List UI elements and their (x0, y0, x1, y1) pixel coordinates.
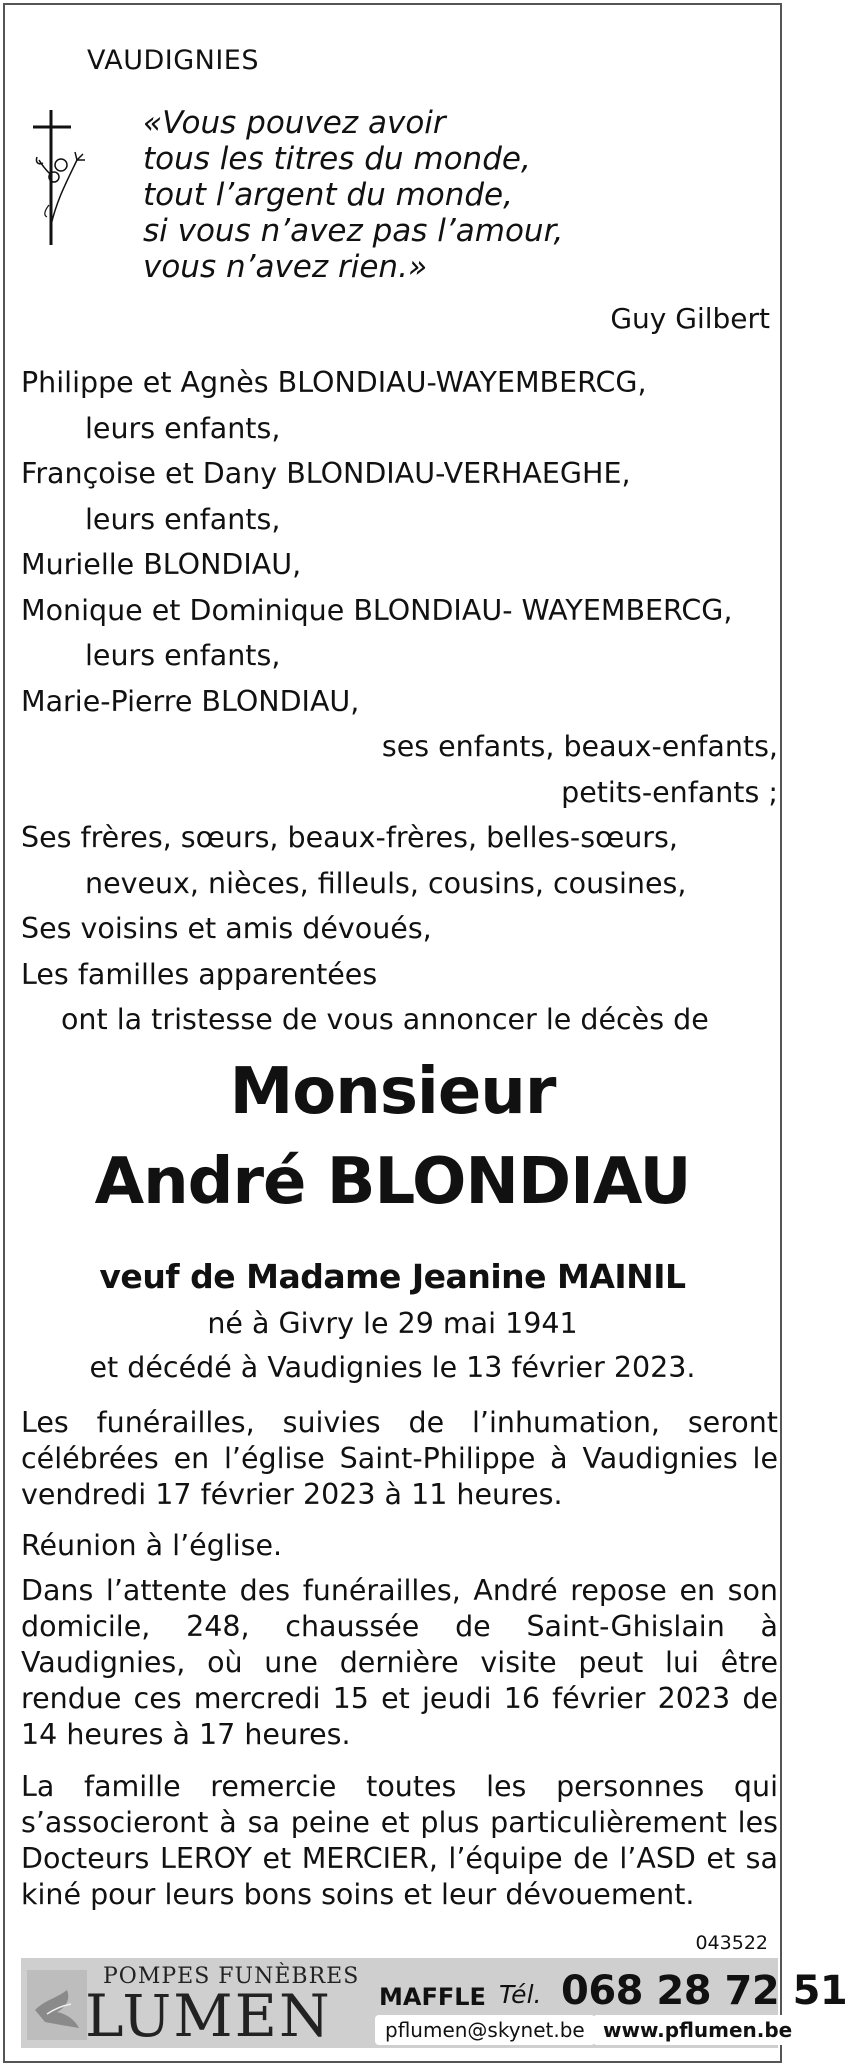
family-line: Marie-Pierre BLONDIAU, (21, 684, 360, 718)
family-line: petits-enfants ; (561, 775, 778, 809)
death-info: et décédé à Vaudignies le 13 février 2023. (89, 1351, 696, 1384)
family-line: neveux, nièces, filleuls, cousins, cousines, (85, 866, 687, 900)
quote (143, 105, 563, 285)
birth-info: né à Givry le 29 mai 1941 (207, 1307, 578, 1340)
quote-author: Guy Gilbert (610, 302, 770, 335)
cross-with-flowers-icon (21, 105, 93, 255)
reference-number: 043522 (695, 1932, 768, 1954)
obituary-notice (3, 3, 847, 2063)
town-label: MAFFLE (379, 1983, 486, 2011)
family-line: Murielle BLONDIAU, (21, 548, 302, 581)
family-line: leurs enfants, (85, 502, 281, 536)
thanks-paragraph: La famille remercie toutes les personnes qui s’associeront à sa peine et plus particulièrement les Docteurs LEROY et MERCIER, l’équipe de l’ASD et sa kiné pour leurs bons soins et leur dévouement. (21, 1770, 778, 1911)
announcement-line: ont la tristesse de vous annoncer le décès de (61, 1003, 709, 1036)
quote-line: si vous n’avez pas l’amour, (143, 213, 564, 249)
phone-number[interactable]: 068 28 72 51 (561, 1968, 847, 2014)
pompes-funebres-label: POMPES FUNÈBRES (103, 1964, 360, 1989)
visitation-paragraph: Dans l’attente des funérailles, André repose en son domicile, 248, chaussée de Saint-Ghislain à Vaudignies, où une dernière visite peut lui être rendue ces mercredi 15 et jeudi 16 février 2023 de 14 heures à 17 heures. (21, 1574, 778, 1751)
family-line: leurs enfants, (85, 639, 281, 672)
brand-name: LUMEN (85, 1982, 332, 2050)
family-line: Françoise et Dany BLONDIAU-VERHAEGHE, (21, 457, 631, 490)
deceased-name: André BLONDIAU (94, 1145, 691, 1219)
funeral-paragraph: Les funérailles, suivies de l’inhumation, seront célébrées en l’église Saint-Philippe à Vaudignies le vendredi 17 février 2023 à 11 heures. (21, 1406, 778, 1511)
family-line: Ses voisins et amis dévoués, (21, 912, 432, 945)
email-link[interactable]: pflumen@skynet.be (375, 2015, 595, 2045)
quote-line: tout l’argent du monde, (143, 177, 513, 213)
widow-of: veuf de Madame Jeanine MAINIL (99, 1257, 686, 1296)
deceased-title: Monsieur (229, 1055, 556, 1129)
website-link[interactable]: www.pflumen.be (593, 2015, 802, 2045)
family-line: Les familles apparentées (21, 957, 378, 991)
funeral-home-banner (21, 1958, 847, 2050)
quote-line: tous les titres du monde, (143, 141, 531, 177)
quote-line: vous n’avez rien.» (143, 249, 428, 285)
family-line: Ses frères, sœurs, beaux-frères, belles-sœurs, (21, 821, 678, 854)
location-heading: VAUDIGNIES (87, 45, 260, 76)
family-list (21, 360, 778, 1043)
quote-line: «Vous pouvez avoir (143, 105, 446, 141)
family-line: ses enfants, beaux-enfants, (381, 730, 778, 763)
family-line: Monique et Dominique BLONDIAU- WAYEMBERCG, (21, 593, 733, 627)
family-line: Philippe et Agnès BLONDIAU-WAYEMBERCG, (21, 366, 647, 399)
meeting-paragraph: Réunion à l’église. (21, 1529, 283, 1562)
family-line: leurs enfants, (85, 411, 281, 445)
phone-label: Tél. (499, 1980, 542, 2009)
dove-logo-icon (27, 1970, 87, 2040)
